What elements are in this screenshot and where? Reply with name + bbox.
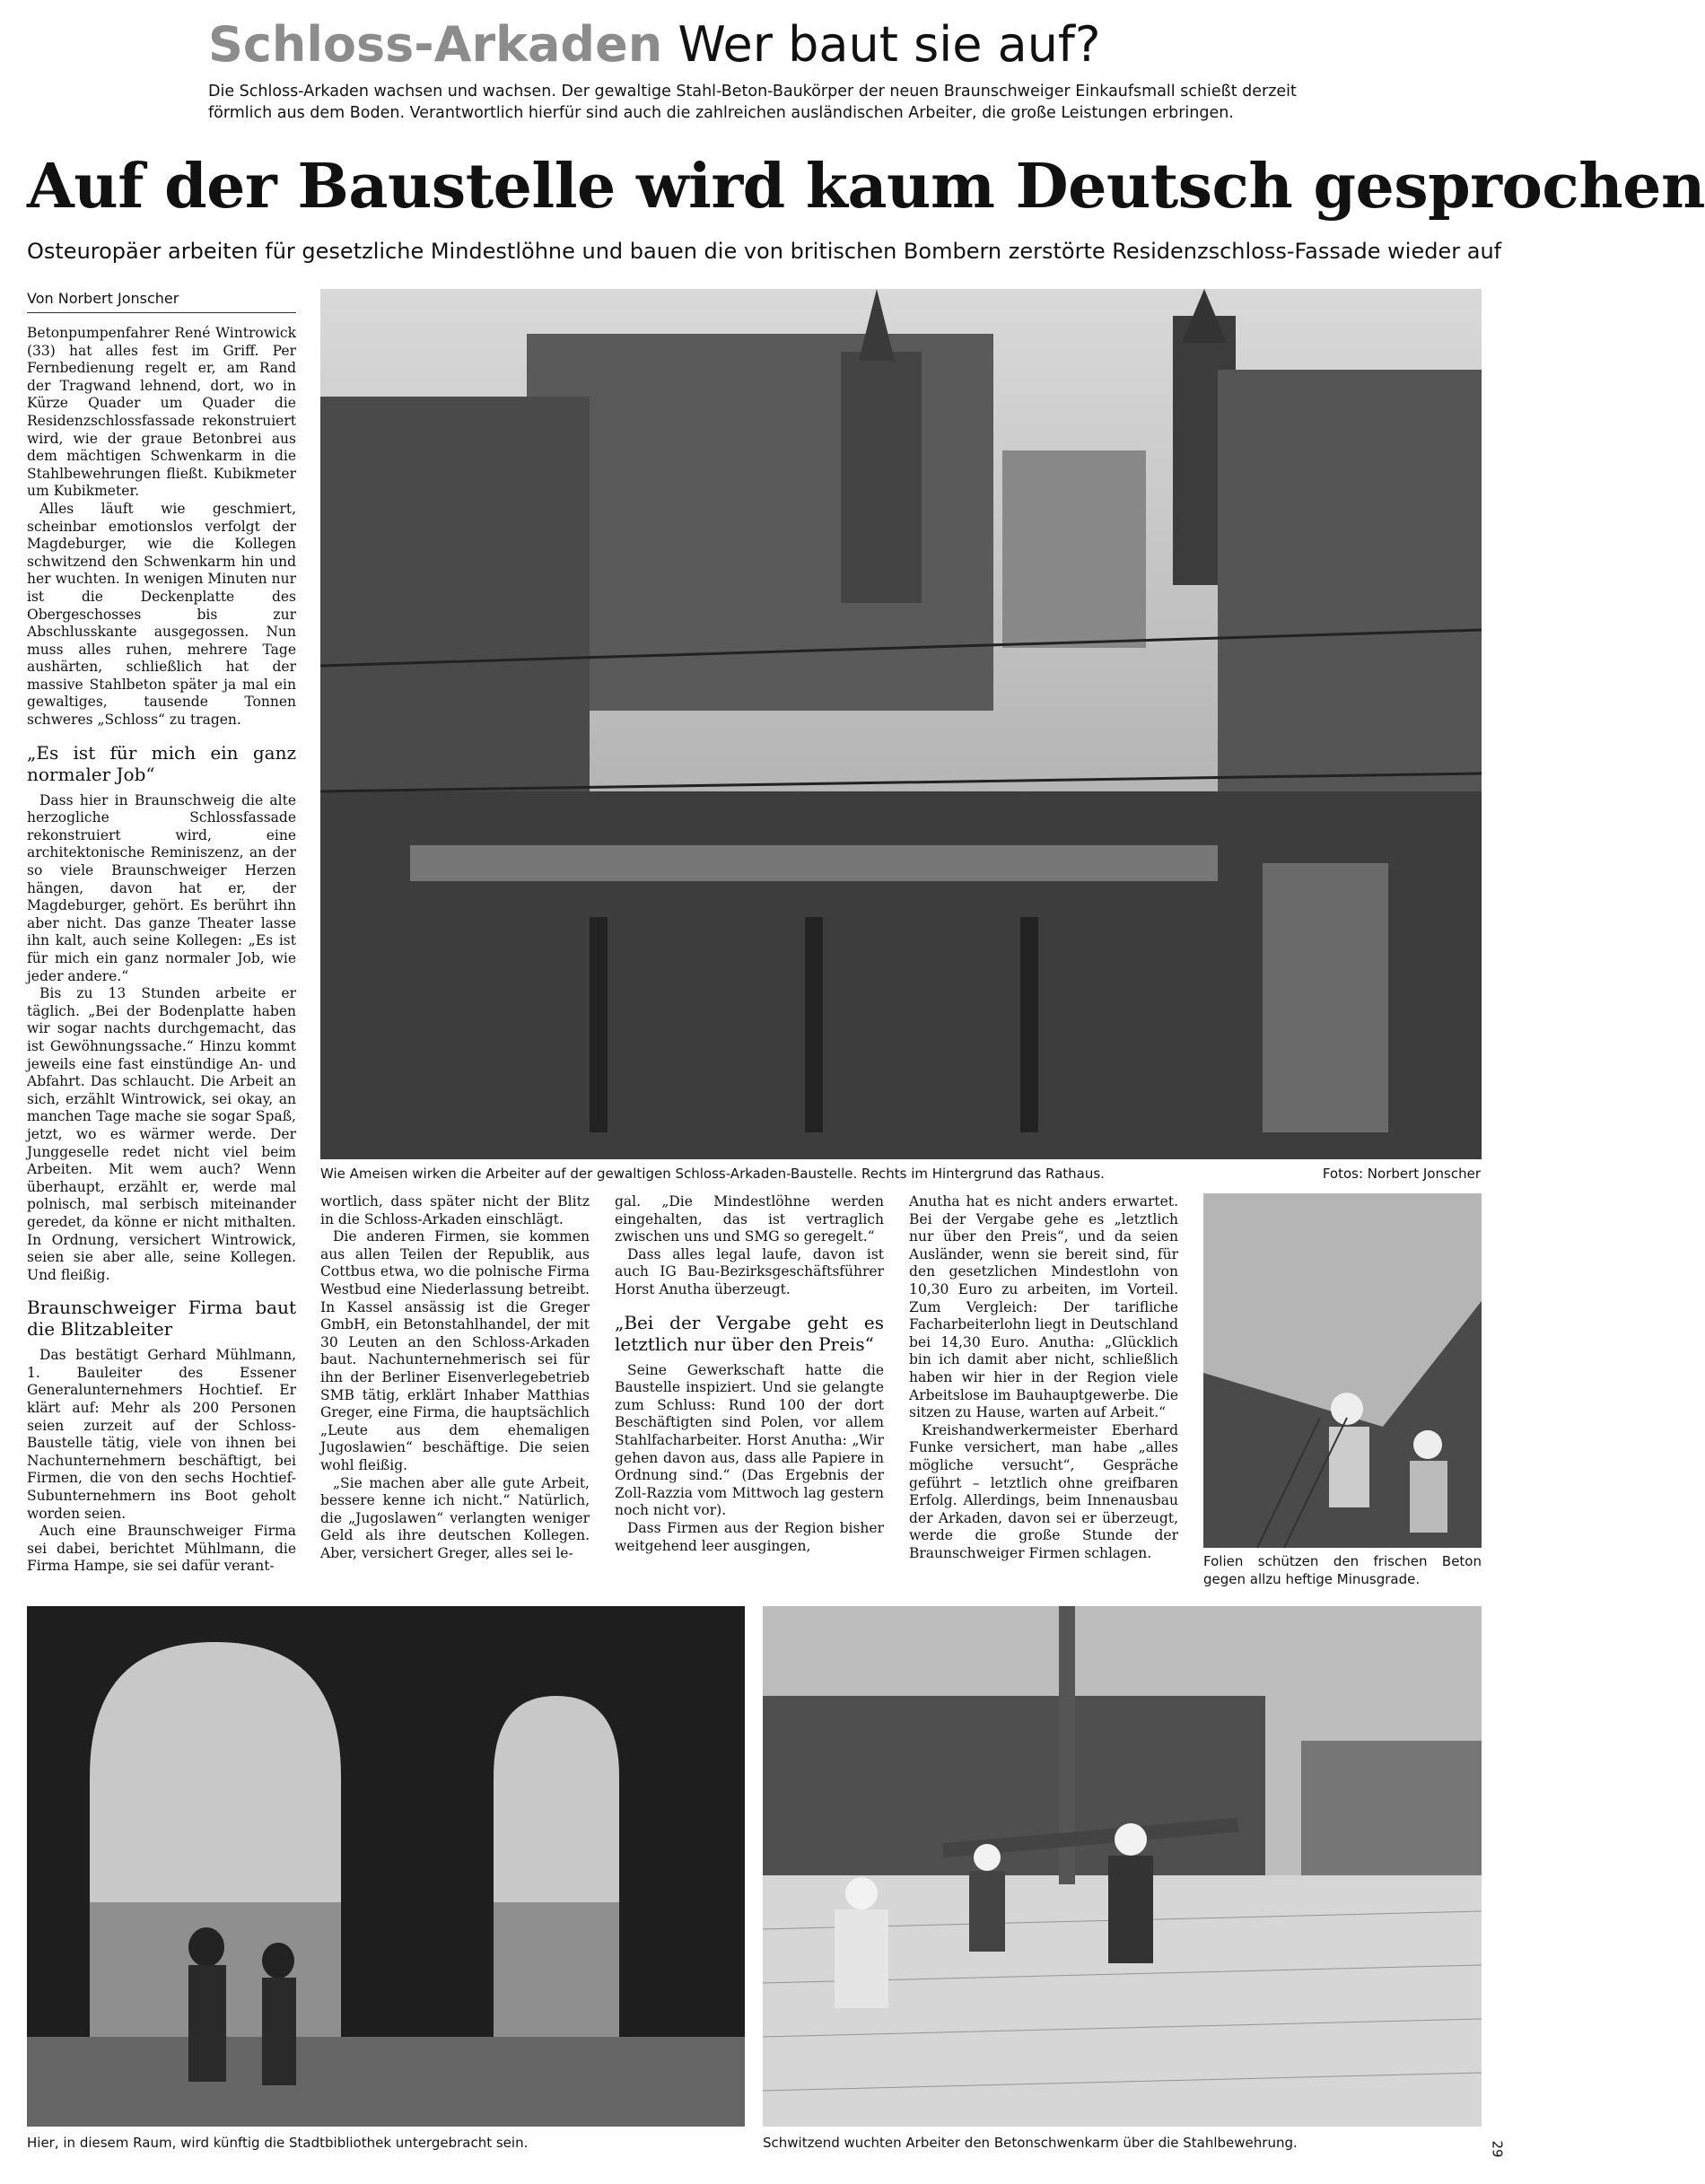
paragraph: gal. „Die Mindestlöhne werden eingehalten, das ist vertraglich zwischen uns und SMG so geregelt.“ [615, 1193, 884, 1245]
bottom-right-photo-concrete-workers [763, 1606, 1482, 2127]
subheading: „Es ist für mich ein ganz normaler Job“ [27, 741, 296, 785]
page-number: 29 [1489, 2140, 1506, 2158]
kicker-topic: Schloss-Arkaden [208, 16, 663, 73]
kicker-question: Wer baut sie auf? [678, 16, 1101, 73]
paragraph: Das bestätigt Gerhard Mühlmann, 1. Bauleiter des Essener Generalunternehmers Hochtief. Er klärt auf: Mehr als 200 Personen seien zurzeit auf der Schloss-Baustelle tätig, viele von ihnen bei Nachunternehmern beschäftigt, bei Firmen, die von den sechs Hochtief-Subunternehmern ins Boot geholt worden seien. [27, 1347, 296, 1522]
bottom-left-photo-library-room [27, 1606, 745, 2127]
article-column-1 [27, 325, 296, 1576]
subheading: Braunschweiger Firma baut die Blitzableiter [27, 1297, 296, 1341]
intro-text: Die Schloss-Arkaden wachsen und wachsen. Der gewaltige Stahl-Beton-Baukörper der neuen Braunschweiger Einkaufsmall schießt derzeit förmlich aus dem Boden. Verantwortlich hierfür sind auch die zahlreichen ausländischen Arbeiter, die große Leistungen erbringen. [208, 83, 1297, 122]
paragraph: Auch eine Braunschweiger Firma sei dabei, berichtet Mühlmann, die Firma Hampe, sie sei dafür verant- [27, 1523, 296, 1575]
main-photo-caption: Wie Ameisen wirken die Arbeiter auf der gewaltigen Schloss-Arkaden-Baustelle. Rechts im Hintergrund das Rathaus. [320, 1166, 1105, 1182]
article-column-2 [320, 1193, 590, 1562]
right-photo-plastic-covers [1203, 1193, 1482, 1548]
paragraph: Anutha hat es nicht anders erwartet. Bei der Vergabe gehe es „letztlich nur über den Preis“, und da seien Ausländer, wenn sie bereit sind, für den gesetzlichen Mindestlohn von 10,30 Euro zu arbeiten, im Vorteil. Zum Vergleich: Der tarifliche Facharbeiterlohn liegt in Deutschland bei 14,30 Euro. Anutha: „Glücklich bin ich damit aber nicht, schließlich haben wir hier in der Region viele Arbeitslose im Bauhauptgewerbe. Die sitzen zu Hause, warten auf Arbeit.“ [909, 1193, 1178, 1421]
paragraph: „Sie machen aber alle gute Arbeit, bessere kenne ich nicht.“ Natürlich, die „Jugoslawen“ verlangten weniger Geld als ihre deutschen Kollegen. Aber, versichert Greger, alles sei le- [320, 1474, 590, 1561]
paragraph: wortlich, dass später nicht der Blitz in die Schloss-Arkaden einschlägt. [320, 1193, 590, 1227]
paragraph: Seine Gewerkschaft hatte die Baustelle inspiziert. Und sie gelangte zum Schluss: Rund 100 der dort Beschäftigten sind Polen, vor allem Stahlfacharbeiter. Horst Anutha: „Wir gehen davon aus, dass alle Papiere in Ordnung sind.“ (Das Ergebnis der Zoll-Razzia vom Mittwoch lag gestern noch nicht vor). [615, 1361, 884, 1519]
main-photo-construction-site [320, 289, 1482, 1159]
subheading: „Bei der Vergabe geht es letztlich nur über den Preis“ [615, 1311, 884, 1355]
paragraph: Alles läuft wie geschmiert, scheinbar emotionslos verfolgt der Magdeburger, wie die Kollegen schwitzend den Schwenkarm hin und her wuchten. In wenigen Minuten nur ist die Deckenplatte des Obergeschosses bis zur Abschlusskante ausgegossen. Nun muss alles ruhen, mehrere Tage aushärten, schließlich hat der massive Stahlbeton später ja mal ein gewaltiges, tausende Tonnen schweres „Schloss“ zu tragen. [27, 500, 296, 729]
paragraph: Dass alles legal laufe, davon ist auch IG Bau-Bezirksgeschäftsführer Horst Anutha überzeugt. [615, 1245, 884, 1297]
photo-credit: Fotos: Norbert Jonscher [1322, 1166, 1481, 1182]
article-column-4 [909, 1193, 1178, 1562]
paragraph: Die anderen Firmen, sie kommen aus allen Teilen der Republik, aus Cottbus etwa, wo die polnische Firma Westbud eine Niederlassung betreibt. In Kassel ansässig ist die Greger GmbH, ein Betonstahlhandel, der mit 30 Leuten an den Schloss-Arkaden baut. Nachunternehmerisch sei für ihn der Berliner Eisenverlegebetrieb SMB tätig, erklärt Inhaber Matthias Greger, eine Firma, die hauptsächlich „Leute aus dem ehemaligen Jugoslawien“ beschäftige. Die seien wohl fleißig. [320, 1228, 590, 1473]
kicker [208, 16, 1101, 74]
byline: Von Norbert Jonscher [27, 289, 296, 313]
paragraph: Kreishandwerkermeister Eberhard Funke versichert, man habe „alles mögliche versucht“, Gespräche geführt – letztlich ohne greifbaren Erfolg. Allerdings, beim Innenausbau der Arkaden, davon sei er überzeugt, werde die große Stunde der Braunschweiger Firmen schlagen. [909, 1421, 1178, 1561]
bottom-left-photo-caption: Hier, in diesem Raum, wird künftig die Stadtbibliothek untergebracht sein. [27, 2135, 529, 2151]
bottom-right-photo-caption: Schwitzend wuchten Arbeiter den Betonschwenkarm über die Stahlbewehrung. [763, 2135, 1298, 2151]
paragraph: Dass hier in Braunschweig die alte herzogliche Schlossfassade rekonstruiert wird, eine architektonische Reminiszenz, an der so viele Braunschweiger Herzen hängen, davon hat er, der Magdeburger, gehört. Es berührt ihn aber nicht. Das ganze Theater lasse ihn kalt, auch seine Kollegen: „Es ist für mich ein ganz normaler Job, wie jeder andere.“ [27, 791, 296, 984]
paragraph: Dass Firmen aus der Region bisher weitgehend leer ausgingen, [615, 1519, 884, 1554]
paragraph: Bis zu 13 Stunden arbeite er täglich. „Bei der Bodenplatte haben wir sogar nachts durchgemacht, das ist Gewöhnungssache.“ Hinzu kommt jeweils eine fast einstündige An- und Abfahrt. Das schlaucht. Die Arbeit an sich, erzählt Wintrowick, sei okay, an manchen Tage mache sie sogar Spaß, jetzt, wo es wärmer werde. Der Junggeselle redet nicht viel beim Arbeiten. Mit wem auch? Wenn überhaupt, erzählt er, werde mal polnisch, mal serbisch miteinander geredet, da könne er nicht mithalten. In Ordnung, versichert Wintrowick, seien sie aber alle, seine Kollegen. Und fleißig. [27, 985, 296, 1283]
headline: Auf der Baustelle wird kaum Deutsch gesprochen [27, 151, 1705, 223]
right-photo-caption: Folien schützen den frischen Beton gegen allzu heftige Minusgrade. [1203, 1553, 1482, 1587]
subheadline: Osteuropäer arbeiten für gesetzliche Mindestlöhne und bauen die von britischen Bombern zerstörte Residenzschloss-Fassade wieder auf [27, 239, 1502, 264]
article-column-3 [615, 1193, 884, 1555]
paragraph: Betonpumpenfahrer René Wintrowick (33) hat alles fest im Griff. Per Fernbedienung regelt er, am Rand der Tragwand lehnend, dort, wo in Kürze Quader um Quader die Residenzschlossfassade rekonstruiert wird, wie der graue Betonbrei aus dem mächtigen Schwenkarm in die Stahlbewehrungen fließt. Kubikmeter um Kubikmeter. [27, 325, 296, 500]
